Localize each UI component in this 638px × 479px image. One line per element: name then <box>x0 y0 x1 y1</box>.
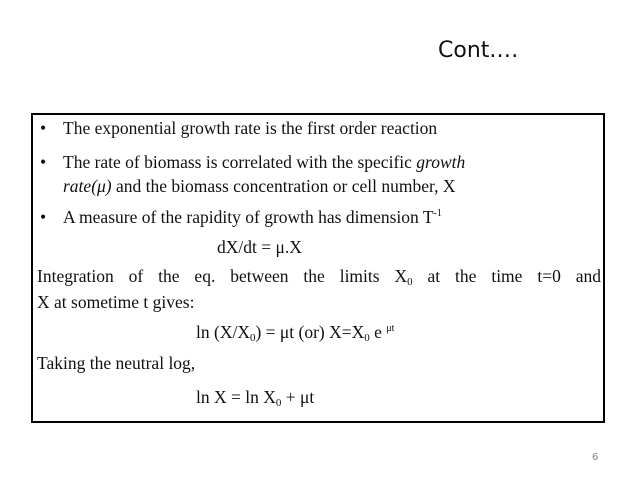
text-span: e <box>369 322 387 342</box>
text-span: Integration of the eq. between the limits X <box>37 266 408 286</box>
neutral-log-text: Taking the neutral log, <box>37 353 196 373</box>
bullet-text-biomass-line1 <box>63 151 465 173</box>
bullet-text-biomass-line2 <box>63 175 456 197</box>
italic-growth: growth <box>416 152 466 172</box>
text-span: at the time t=0 and <box>412 266 601 286</box>
equation-ln-ratio <box>196 321 394 343</box>
text-span: ) = μt (or) X=X <box>255 322 365 342</box>
equation-ln-x <box>196 386 314 408</box>
equation-dxdt: dX/dt = μ.X <box>217 237 302 257</box>
text-span: ln X = ln X <box>196 387 276 407</box>
text-span: and the biomass concentration or cell number, X <box>111 176 456 196</box>
subscript: 0 <box>249 332 256 344</box>
text-span: The rate of biomass is correlated with the specific <box>63 152 417 172</box>
bullet-marker: • <box>40 207 47 227</box>
text-span: A measure of the rapidity of growth has dimension T <box>63 207 434 227</box>
text-span: + μt <box>281 387 315 407</box>
subscript: 0 <box>364 332 370 344</box>
text-span: ln (X/X <box>196 322 250 342</box>
bullet-text-rapidity <box>63 206 442 228</box>
integration-line2: X at sometime t gives: <box>37 292 195 312</box>
slide-title: Cont.… <box>438 38 519 63</box>
superscript: μt <box>386 323 395 334</box>
italic-rate: rate(μ) <box>63 176 112 196</box>
page-number: 6 <box>592 452 599 463</box>
bullet-text-exponential: The exponential growth rate is the first order reaction <box>63 118 438 138</box>
integration-line1 <box>37 265 601 287</box>
subscript: 0 <box>407 276 413 288</box>
bullet-marker: • <box>40 152 47 172</box>
subscript: 0 <box>275 397 282 409</box>
superscript: -1 <box>433 208 442 219</box>
bullet-marker: • <box>40 118 47 138</box>
